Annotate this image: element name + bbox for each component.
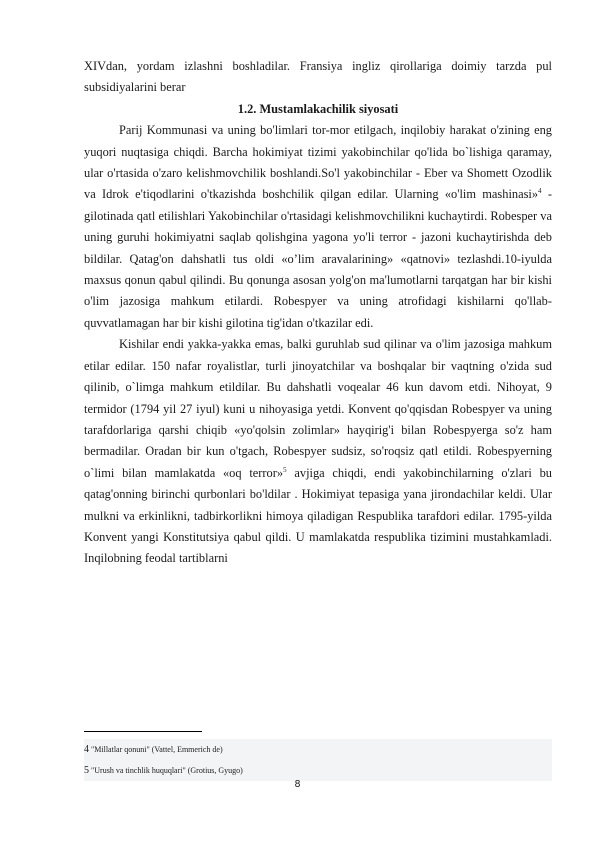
footnote-number: 4 [84, 744, 89, 755]
paragraph-2 [84, 334, 552, 569]
paragraph-2-part-a: Kishilar endi yakka-yakka emas, balki guruhlab sud qilinar va o'lim jazosiga mahkum etilar edilar. 150 nafar royalistlar, turli jinoyatchilar va boshqalar bir vaqtning o'zida sud qilinib, o`limga mahkum etildilar. Bu dahshatli voqealar 46 kun davom etdi. Nihoyat, 9 termidor (1794 yil 27 iyul) kuni u nihoyasiga yetdi. Konvent qo'qqisdan Robespyer va uning tarafdorlariga qarshi chiqib «yo'qolsin zolimlar» hayqirig'i bilan Robespyerga so'z ham bermadilar. Oradan bir kun o'tgach, Robespyer sudsiz, so'roqsiz qatl etildi. Robespyerning o`limi bilan mamlakatda «oq terror» [84, 337, 552, 480]
footnote-number: 5 [84, 765, 89, 776]
page-number: 8 [294, 779, 301, 790]
top-line: XIVdan, yordam izlashni boshladilar. Fransiya ingliz qirollariga doimiy tarzda pul subsidiyalarini berar [84, 59, 552, 95]
section-heading: 1.2. Mustamlakachilik siyosati [237, 101, 399, 116]
footnote-ref-4[interactable]: 4 [538, 187, 542, 196]
footnotes [84, 739, 552, 781]
footnote-5 [84, 760, 552, 781]
footnote-4 [84, 739, 552, 760]
footnote-ref-5[interactable]: 5 [283, 465, 287, 474]
paragraph-1-part-b: - gilotinada qatl etilishlari Yakobinchilar o'rtasidagi kelishmovchilikni kuchaytirdi. Robesper va uning guruhi hokimiyatni saqlab qolishgina yagona yo'li terror - jazoni kuchaytirishda deb bildilar. Qatag'on dahshatli tus oldi «o’lim aravalarining» «qatnovi» tezlashdi.10-iyulda maxsus qonun qabul qilindi. Bu qonunga asosan yolg'on ma'lumotlarni tarqatgan har bir kishi o'lim jazosiga mahkum etilardi. Robespyer va uning atrofidagi kishilarni qo'llab-quvvatlamagan har bir kishi gilotina tig'idan o'tkazilar edi. [84, 187, 552, 330]
footnote-text: "Millatlar qonuni" (Vattel, Emmerich de) [91, 745, 223, 754]
body-text [84, 56, 552, 570]
paragraph-2-part-b: avjiga chiqdi, endi yakobinchilarning o'zlari bu qatag'onning birinchi qurbonlari bo'ldilar . Hokimiyat tepasiga yana jirondachilar keldi. Ular mulkni va erkinlikni, tadbirkorlikni himoya qiladigan Respublika tarafdori edilar. 1795-yilda Konvent yangi Konstitutsiya qabul qildi. U mamlakatda respublika tizimini mustahkamladi. Inqilobning feodal tartiblarni [84, 465, 552, 566]
paragraph-1-part-a: Parij Kommunasi va uning bo'limlari tor-mor etilgach, inqilobiy harakat o'zining eng yuqori nuqtasiga chiqdi. Barcha hokimiyat tizimi yakobinchilar qo'lida bo`lishiga qaramay, ular o'rtasida o'zaro kelishmovchilik boshlandi.So'l yakobinchilar - Eber va Shomett Ozodlik va Idrok e'tiqodlarini o'tkazishda boshchilik qilgan edilar. Ularning «o'lim mashinasi» [84, 123, 552, 202]
paragraph-1 [84, 120, 552, 334]
footnote-separator [84, 731, 202, 732]
footnote-text: "Urush va tinchlik huquqlari" (Grotius, Gyugo) [91, 766, 243, 775]
